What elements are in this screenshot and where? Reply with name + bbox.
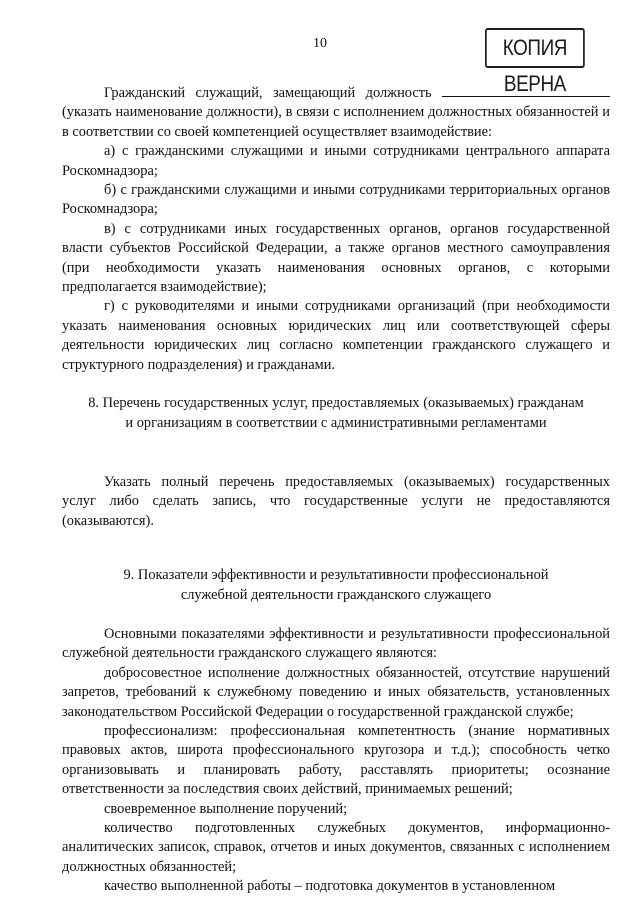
section-9-paragraph: профессионализм: профессиональная компетентность (знание нормативных правовых актов, широта профессионального кругозора и т.д.); способность четко организовывать и планировать работу, расставлять приоритеты; осознание ответственности за последствия своих действий, принимаемых решений; (62, 722, 610, 798)
section-9-paragraph: добросовестное исполнение должностных обязанностей, отсутствие нарушений запретов, требований к служебному поведению и иных обязательств, установленных законодательством Российской Федерации о государственной гражданской службе; (62, 664, 610, 720)
position-blank-line (442, 84, 610, 97)
section-9-heading-line-1: 9. Показатели эффективности и результативности профессиональной (123, 567, 549, 584)
interaction-item-c: в) с сотрудниками иных государственных органов, органов государственной власти субъектов Российской Федерации, а также органов местного самоуправления (при необходимости указать наименования основных органов, с которыми предполагается взаимодействие); (62, 220, 610, 296)
section-9-paragraph: качество выполненной работы – подготовка документов в установленном (104, 878, 556, 895)
section-8-heading-line-1: 8. Перечень государственных услуг, предоставляемых (оказываемых) гражданам (88, 395, 584, 412)
interaction-item-a: а) с гражданскими служащими и иными сотрудниками центрального аппарата Роскомнадзора; (62, 143, 610, 179)
section-9-paragraph: Основными показателями эффективности и результативности профессиональной служебной деятельности гражданского служащего являются: (62, 625, 610, 662)
section-8-body: Указать полный перечень предоставляемых (оказываемых) государственных услуг либо сделать запись, что государственные услуги не предоставляются (оказываются). (62, 473, 610, 529)
copy-certified-stamp: КОПИЯ ВЕРНА (485, 28, 585, 68)
section-9-paragraph: своевременное выполнение поручений; (104, 800, 348, 817)
interaction-item-d: г) с руководителями и иными сотрудниками организаций (при необходимости указать наименования основных юридических лиц или соответствующей сферы деятельности юридических лиц согласно компетенции гражданского служащего и структурного подразделения) и гражданами. (62, 298, 610, 373)
intro-paragraph (62, 84, 610, 142)
section-8-heading-line-2: и организациям в соответствии с административными регламентами (125, 414, 547, 431)
page-number: 10 (313, 36, 327, 51)
intro-continuation: (указать наименование должности), в связи с исполнением должностных обязанностей и в соответствии со своей компетенцией осуществляет взаимодействие: (62, 104, 610, 140)
section-9-heading-line-2: служебной деятельности гражданского служащего (180, 586, 492, 603)
intro-text: Гражданский служащий, замещающий должность (104, 85, 432, 101)
document-body (62, 84, 610, 897)
section-9-paragraph: количество подготовленных служебных документов, информационно-аналитических записок, справок, отчетов и иных документов, связанных с исполнением должностных обязанностей; (62, 820, 610, 875)
interaction-item-b: б) с гражданскими служащими и иными сотрудниками территориальных органов Роскомнадзора; (62, 182, 610, 218)
